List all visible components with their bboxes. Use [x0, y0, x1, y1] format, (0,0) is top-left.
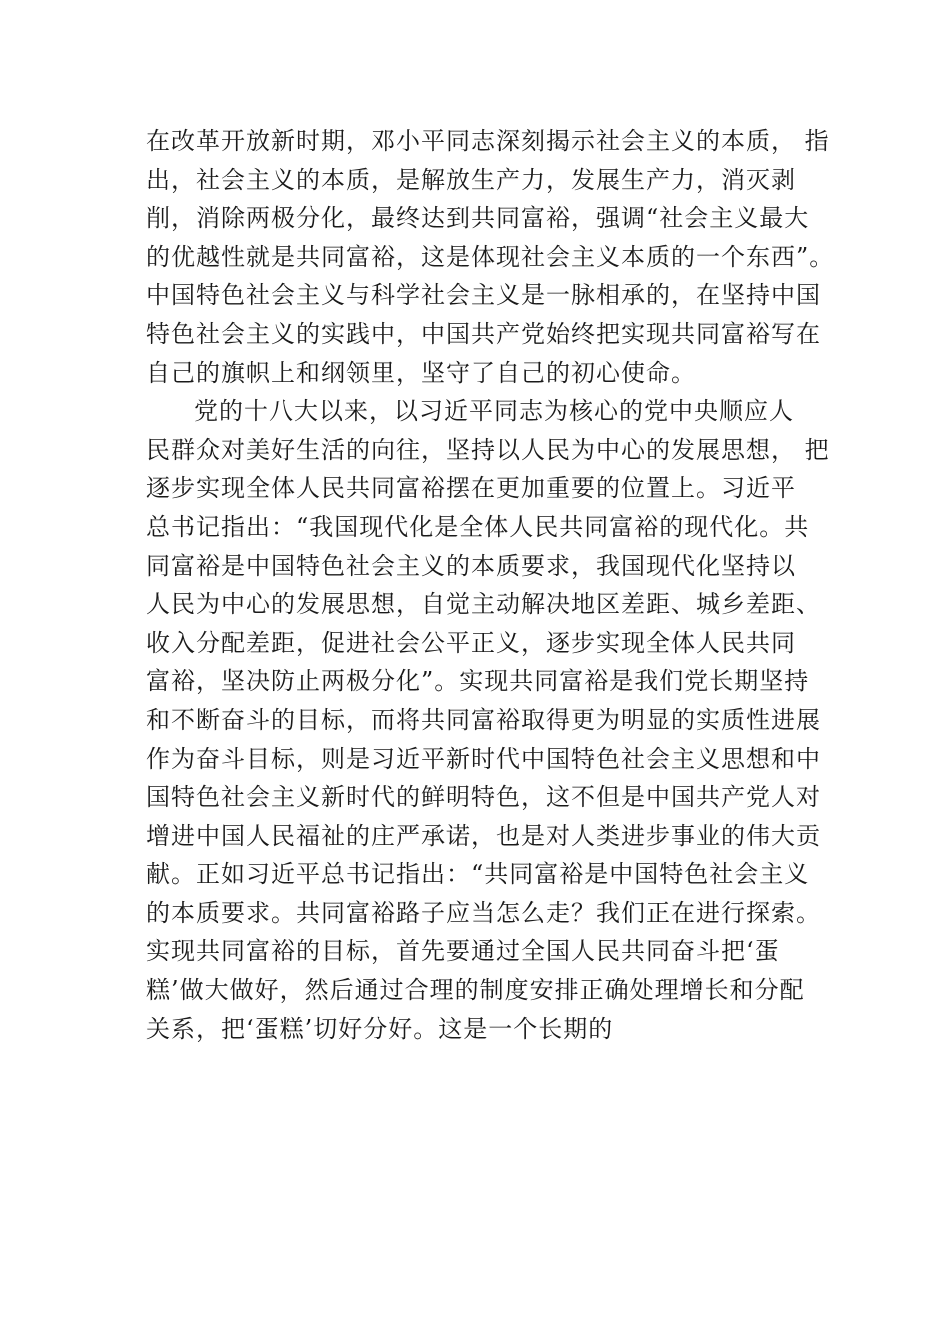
text-line: 民群众对美好生活的向往，坚持以人民为中心的发展思想， 把 — [146, 435, 830, 464]
text-line: 削，消除两极分化，最终达到共同富裕，强调“社会主义最大 — [146, 204, 810, 233]
text-line: 出，社会主义的本质，是解放生产力，发展生产力，消灭剥 — [146, 165, 796, 194]
paragraph-2 — [146, 392, 836, 1048]
text-line: 增进中国人民福祉的庄严承诺，也是对人类进步事业的伟大贡 — [146, 821, 821, 850]
text-line: 国特色社会主义新时代的鲜明特色，这不但是中国共产党人对 — [146, 783, 821, 812]
text-line: 实现共同富裕的目标，首先要通过全国人民共同奋斗把‘蛋 — [146, 937, 780, 966]
text-line: 作为奋斗目标，则是习近平新时代中国特色社会主义思想和中 — [146, 744, 821, 773]
text-line: 关系，把‘蛋糕’切好分好。这是一个长期的 — [146, 1014, 614, 1043]
text-line: 总书记指出：“我国现代化是全体人民共同富裕的现代化。共 — [146, 512, 810, 541]
text-line: 的优越性就是共同富裕，这是体现社会主义本质的一个东西”。 — [146, 242, 835, 271]
text-line: 献。正如习近平总书记指出：“共同富裕是中国特色社会主义 — [146, 860, 810, 889]
text-line: 收入分配差距，促进社会公平正义，逐步实现全体人民共同 — [146, 628, 796, 657]
body-text — [146, 122, 836, 1048]
text-line: 党的十八大以来，以习近平同志为核心的党中央顺应人 — [194, 397, 794, 426]
paragraph-1 — [146, 122, 836, 392]
text-line: 逐步实现全体人民共同富裕摆在更加重要的位置上。习近平 — [146, 474, 796, 503]
text-line: 自己的旗帜上和纲领里，坚守了自己的初心使命。 — [146, 358, 696, 387]
text-line: 中国特色社会主义与科学社会主义是一脉相承的，在坚持中国 — [146, 281, 821, 310]
text-line: 富裕，坚决防止两极分化”。实现共同富裕是我们党长期坚持 — [146, 667, 810, 696]
text-line: 人民为中心的发展思想，自觉主动解决地区差距、城乡差距、 — [146, 590, 821, 619]
text-line: 特色社会主义的实践中，中国共产党始终把实现共同富裕写在 — [146, 319, 821, 348]
text-line: 同富裕是中国特色社会主义的本质要求，我国现代化坚持以 — [146, 551, 796, 580]
text-line: 的本质要求。共同富裕路子应当怎么走？我们正在进行探索。 — [146, 898, 821, 927]
text-line: 糕’做大做好，然后通过合理的制度安排正确处理增长和分配 — [146, 976, 805, 1005]
text-line: 在改革开放新时期，邓小平同志深刻揭示社会主义的本质， 指 — [146, 127, 830, 155]
text-line: 和不断奋斗的目标，而将共同富裕取得更为明显的实质性进展 — [146, 705, 821, 734]
